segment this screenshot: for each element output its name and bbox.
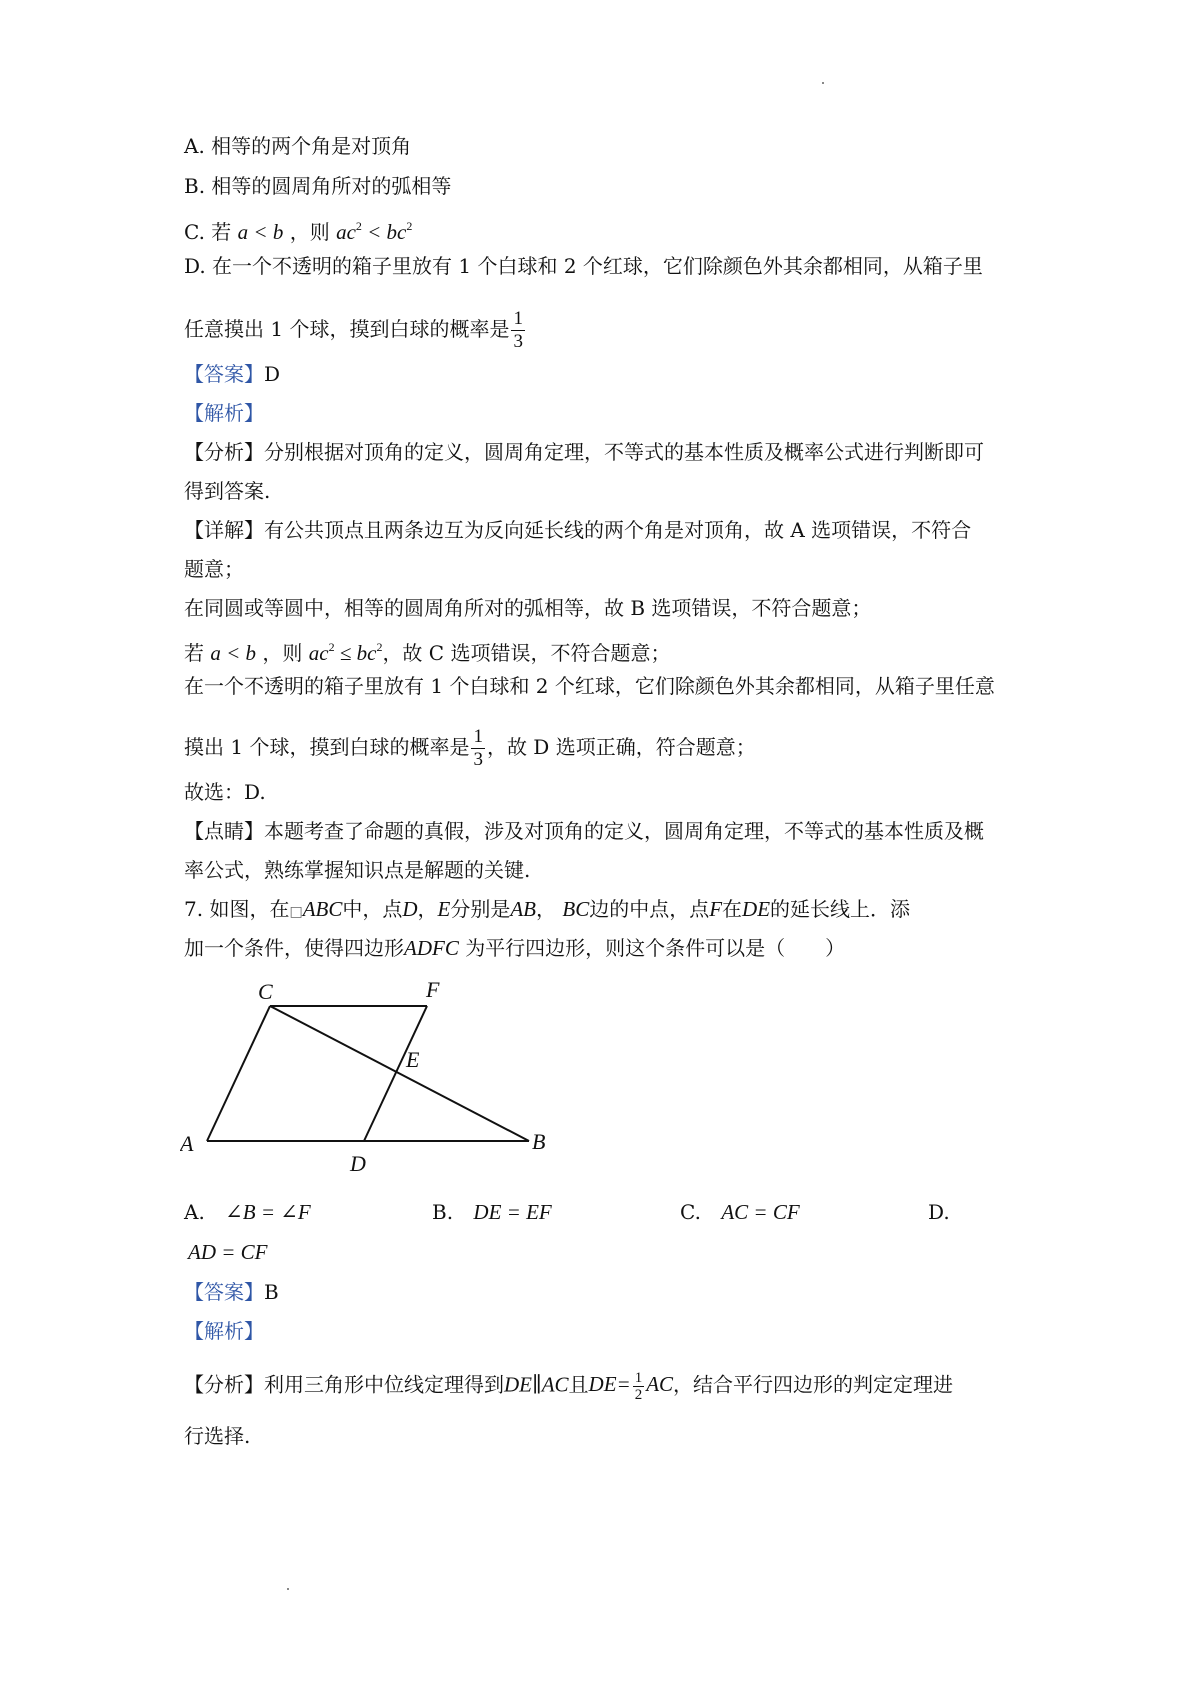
segment-ca	[207, 1006, 270, 1141]
triangle-symbol: □	[289, 904, 303, 920]
q7-stem-f: 的延长线上．添	[770, 897, 911, 921]
option-c	[184, 212, 412, 246]
q6-detail-line5: 在一个不透明的箱子里放有 1 个白球和 2 个红球，它们除颜色外其余都相同，从箱子里任意	[184, 674, 995, 698]
fraction-one-third-detail: $\frac{1}{3}$	[473, 726, 483, 770]
analysis-tag: 【分析】	[184, 440, 264, 464]
q6-detail-line2: 题意；	[184, 557, 244, 581]
tip-tag: 【点睛】	[184, 819, 264, 843]
detail-line4-suffix: ，故 C 选项错误，不符合题意；	[382, 641, 671, 665]
option-d-text: 任意摸出 1 个球，摸到白球的概率是	[184, 317, 510, 341]
option-c-mid: ，则	[289, 220, 330, 244]
q6-detail-line4	[184, 633, 670, 667]
q7-answer	[184, 1278, 279, 1306]
q6-detail-line3: 在同圆或等圆中，相等的圆周角所对的弧相等，故 B 选项错误，不符合题意；	[184, 596, 872, 620]
quad-adfc: ADFC	[404, 936, 459, 960]
q7-stem-d: 边的中点，点	[589, 897, 710, 921]
detail-line6-prefix: 摸出 1 个球，摸到白球的概率是	[184, 735, 470, 759]
triangle-abc: ABC	[302, 897, 343, 921]
q7-option-b-expr: DE = EF	[473, 1200, 552, 1224]
q6-tip-line2: 率公式，熟练掌握知识点是解题的关键.	[184, 858, 531, 882]
point-f: F	[709, 897, 723, 921]
q6-analysis-line2: 得到答案.	[184, 479, 271, 503]
q7-option-a-expr: ∠B = ∠F	[225, 1200, 311, 1224]
label-f: F	[426, 977, 440, 1002]
geometry-figure	[180, 975, 600, 1185]
q7-answer-tag: 【答案】	[184, 1280, 264, 1304]
answer-tag: 【答案】	[184, 362, 264, 386]
points-de: D	[402, 897, 418, 921]
q7-stem2-a: 加一个条件，使得四边形	[184, 936, 404, 960]
q7-option-c-label: C.	[680, 1200, 701, 1224]
q7-analysis-a: 利用三角形中位线定理得到	[264, 1372, 504, 1397]
segment-de: DE	[742, 897, 771, 921]
q6-detail-line7: 故选：D.	[184, 780, 266, 804]
detail-line6-suffix: ，故 D 选项正确，符合题意；	[486, 735, 756, 759]
detail-condition: a < b	[210, 641, 257, 665]
fraction-one-third: $\frac{1}{3}$	[513, 308, 523, 352]
label-e: E	[406, 1047, 420, 1072]
segment-df	[364, 1006, 427, 1141]
expr-de-parallel-ac: DE∥AC	[504, 1372, 569, 1397]
label-c: C	[258, 979, 273, 1004]
segment-bc: BC	[562, 897, 590, 921]
scan-dot-top	[822, 82, 824, 84]
expr-de-half-ac: DE= $\frac{1}{2}$ AC	[588, 1370, 674, 1403]
q6-answer	[184, 360, 280, 388]
q6-tip-line1	[184, 817, 984, 845]
option-d-line1: D. 在一个不透明的箱子里放有 1 个白球和 2 个红球，它们除颜色外其余都相同，从箱子里	[184, 254, 983, 278]
q7-stem-c: 分别是	[450, 897, 511, 921]
option-b: B. 相等的圆周角所对的弧相等	[184, 174, 452, 198]
option-c-prefix: C. 若	[184, 220, 232, 244]
q7-options	[184, 1198, 944, 1226]
q6-analysis-line1	[184, 438, 984, 466]
q6-jiexi-tag: 【解析】	[184, 401, 264, 425]
q7-analysis-line2: 行选择.	[184, 1424, 251, 1448]
q7-jiexi-tag: 【解析】	[184, 1319, 264, 1343]
q6-detail-line1	[184, 516, 971, 544]
detail-conclusion: $ac^2 \le bc^2$	[308, 640, 383, 665]
q7-option-b-label: B.	[432, 1200, 454, 1224]
label-b: B	[532, 1129, 546, 1154]
q7-answer-value: B	[264, 1280, 279, 1304]
q7-option-b	[432, 1198, 552, 1226]
option-c-condition: a < b	[237, 220, 284, 244]
q7-option-a-label: A.	[184, 1200, 205, 1224]
q7-stem-line2	[184, 934, 845, 962]
q7-option-d-expr: AD = CF	[188, 1240, 268, 1264]
detail-line4-mid: ，则	[262, 641, 303, 665]
option-d-line2	[184, 308, 527, 353]
label-d: D	[350, 1151, 366, 1176]
detail-tag: 【详解】	[184, 518, 264, 542]
scan-dot-bottom	[287, 1588, 289, 1590]
answer-value: D	[264, 362, 281, 386]
segment-cb	[270, 1006, 529, 1141]
detail-text: 有公共顶点且两条边互为反向延长线的两个角是对顶角，故 A 选项错误，不符合	[264, 518, 972, 542]
option-a: A. 相等的两个角是对顶角	[184, 134, 412, 158]
q7-stem2-b: 为平行四边形，则这个条件可以是（ ）	[465, 936, 846, 960]
q7-stem-line1: 7. 如图，在□ABC中，点D，E分别是AB， BC边的中点，点F在DE的延长线上．添	[184, 897, 911, 921]
segment-ab: AB	[510, 897, 537, 921]
q7-analysis-c: ，结合平行四边形的判定定理进	[673, 1372, 954, 1397]
q7-option-d-label: D.	[928, 1200, 950, 1224]
label-a: A	[180, 1131, 194, 1156]
q7-stem-a: 7. 如图，在	[184, 897, 290, 921]
analysis-text: 分别根据对顶角的定义，圆周角定理，不等式的基本性质及概率公式进行判断即可	[264, 440, 984, 464]
option-c-conclusion: $ac^2 < bc^2$	[336, 219, 413, 244]
q7-analysis-tag: 【分析】	[184, 1372, 264, 1397]
tip-text: 本题考查了命题的真假，涉及对顶角的定义，圆周角定理，不等式的基本性质及概	[264, 819, 984, 843]
q7-analysis-b: 且	[568, 1372, 589, 1397]
q7-stem-b: 中，点	[342, 897, 403, 921]
q7-analysis-line1	[184, 1370, 953, 1403]
q7-option-c	[680, 1198, 800, 1226]
q7-option-c-expr: AC = CF	[721, 1200, 800, 1224]
detail-line4-prefix: 若	[184, 641, 204, 665]
q6-detail-line6	[184, 726, 756, 771]
q7-stem-e: 在	[722, 897, 743, 921]
